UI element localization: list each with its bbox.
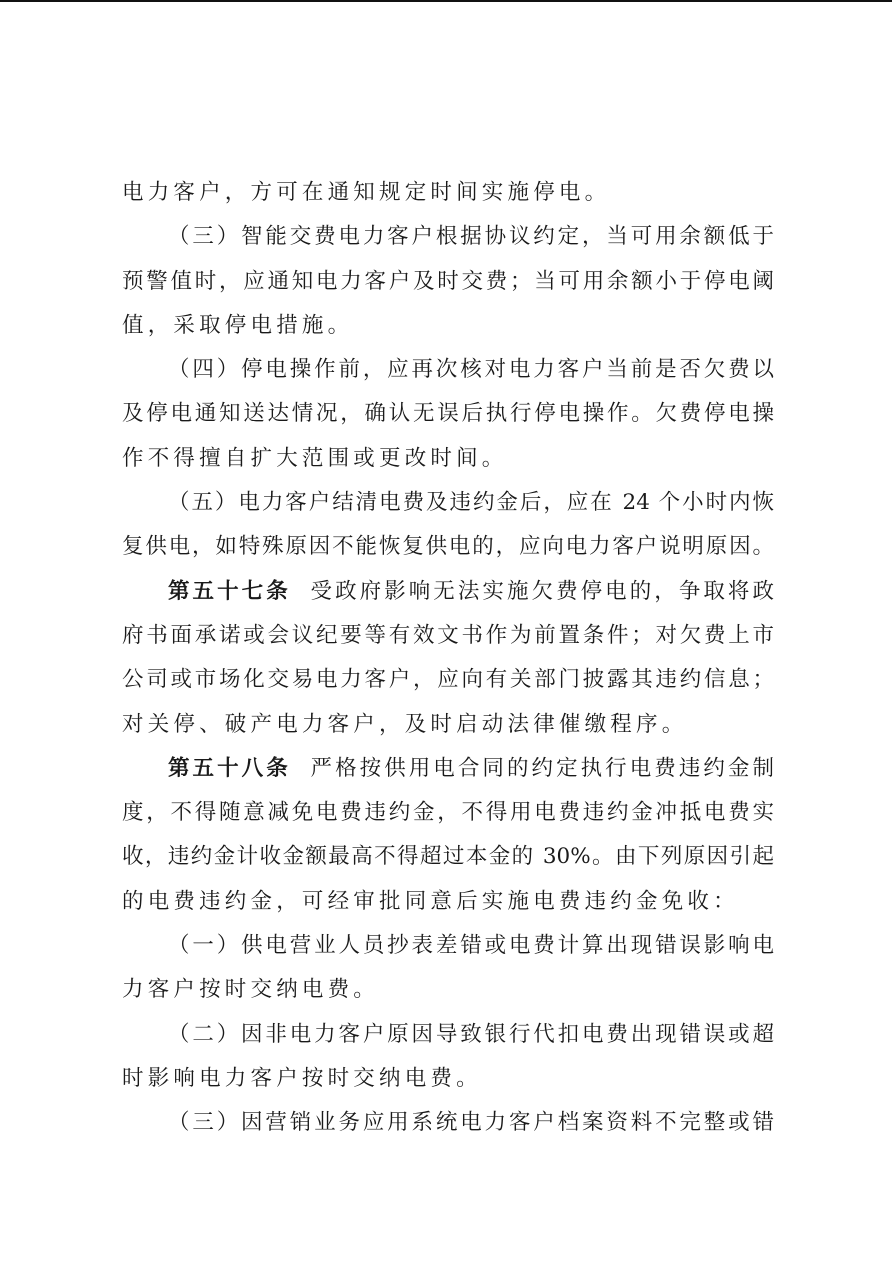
line-text: 值，采取停电措施。 — [122, 312, 354, 338]
text-line — [122, 215, 774, 259]
text-line — [122, 171, 774, 215]
line-text: 预警值时，应通知电力客户及时交费；当可用余额小于停电阈 — [122, 268, 774, 294]
text-line — [122, 304, 774, 348]
text-line — [122, 348, 774, 392]
line-text: （五）电力客户结清电费及违约金后，应在 24 个小时内恢 — [168, 490, 774, 516]
article-57-line — [122, 570, 774, 614]
text-line — [122, 260, 774, 304]
text-line — [122, 880, 774, 924]
line-text: 复供电，如特殊原因不能恢复供电的，应向电力客户说明原因。 — [122, 534, 774, 560]
text-line — [122, 392, 774, 436]
text-line — [122, 835, 774, 879]
text-line — [122, 437, 774, 481]
text-line — [122, 481, 774, 525]
line-text: 的电费违约金，可经审批同意后实施电费违约金免收： — [122, 888, 739, 914]
text-line — [122, 791, 774, 835]
line-text: （三）因营销业务应用系统电力客户档案资料不完整或错 — [168, 1110, 774, 1136]
article-58-heading: 第五十八条 — [168, 755, 291, 781]
page-top-border — [0, 0, 892, 2]
line-text: 府书面承诺或会议纪要等有效文书作为前置条件；对欠费上市 — [122, 622, 774, 648]
line-text: （四）停电操作前，应再次核对电力客户当前是否欠费以 — [168, 357, 774, 383]
line-text: 电力客户，方可在通知规定时间实施停电。 — [122, 180, 611, 205]
text-line — [122, 1057, 774, 1101]
line-text: （三）智能交费电力客户根据协议约定，当可用余额低于 — [168, 224, 774, 250]
text-line — [122, 1101, 774, 1145]
document-page — [122, 171, 774, 1146]
line-text: 受政府影响无法实施欠费停电的，争取将政 — [310, 578, 774, 604]
line-text: 对关停、破产电力客户，及时启动法律催缴程序。 — [122, 711, 688, 737]
article-58-line — [122, 747, 774, 791]
article-57-heading: 第五十七条 — [168, 578, 291, 604]
text-line — [122, 614, 774, 658]
line-text: 力客户按时交纳电费。 — [122, 977, 380, 1003]
line-text: 及停电通知送达情况，确认无误后执行停电操作。欠费停电操 — [122, 401, 774, 427]
line-text: 时影响电力客户按时交纳电费。 — [122, 1065, 482, 1091]
line-text: 度，不得随意减免电费违约金，不得用电费违约金冲抵电费实 — [122, 800, 774, 826]
text-line — [122, 658, 774, 702]
line-text: 公司或市场化交易电力客户，应向有关部门披露其违约信息； — [122, 667, 774, 693]
text-line — [122, 703, 774, 747]
line-text: 严格按供用电合同的约定执行电费违约金制 — [310, 755, 774, 781]
text-line — [122, 525, 774, 569]
line-text: 收，违约金计收金额最高不得超过本金的 30%。由下列原因引起 — [122, 844, 774, 870]
line-text: （一）供电营业人员抄表差错或电费计算出现错误影响电 — [168, 933, 774, 959]
text-line — [122, 968, 774, 1012]
text-line — [122, 924, 774, 968]
line-text: （二）因非电力客户原因导致银行代扣电费出现错误或超 — [168, 1021, 774, 1047]
line-text: 作不得擅自扩大范围或更改时间。 — [122, 445, 508, 471]
text-line — [122, 1013, 774, 1057]
